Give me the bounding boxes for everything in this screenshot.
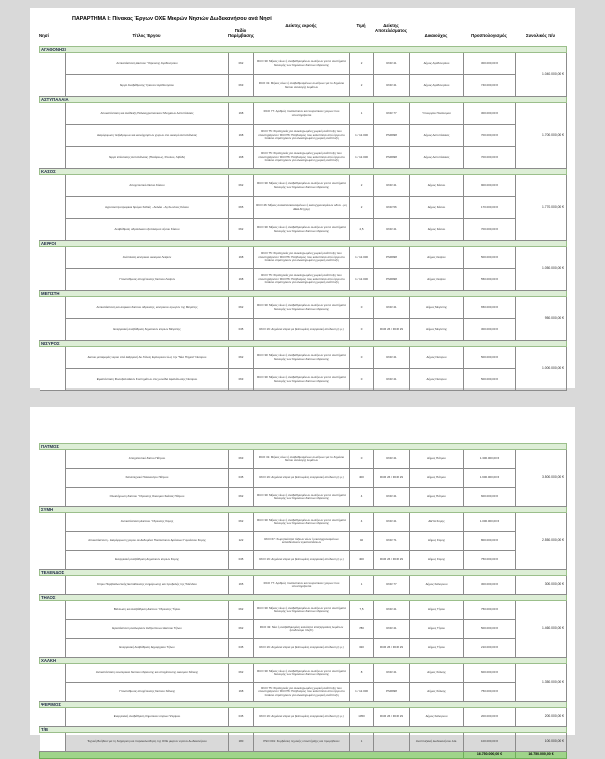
budget-cell: 700.000,00 € [464,147,516,169]
output-indicator-cell: RCO 31: Μήκος νέων ή αναβαθμισμένων σωλήνων για το δημόσιο δίκτυο συλλογής λυμάτων [254,75,350,97]
header-budget: Προϋπολογισμός [471,33,507,38]
output-indicator-cell: RCO 30: Μήκος νέων ή αναβαθμισμένων σωλήνων για τα συστήματα διανομής των δημόσιων δικτύων ύδρευσης [254,297,350,319]
result-indicator-cell: RCR 41 [374,175,410,197]
table-row [40,551,567,570]
beneficiary-cell: Δήμος Κάσου [410,219,464,241]
budget-cell: 300.000,00 € [464,53,516,75]
beneficiary-cell: Δήμος Αστυπάλαιας [410,147,464,169]
header-beneficiary: Δικαιούχος [424,33,448,38]
project-title-cell: Τεχνική Βοήθεια για τη διαχείριση και παρακολούθηση της ΟΧΕ μικρών νησιών Δωδεκανήσου [66,733,229,752]
budget-cell: 300.000,00 € [464,103,516,125]
island-spacer-cell [40,664,66,702]
table-row [40,576,567,595]
table-row [40,450,567,469]
result-indicator-cell: RCR 26 / RCR 29 [374,708,410,727]
intervention-field-cell: 045 [229,319,254,341]
result-indicator-cell: RCR 77 [374,103,410,125]
project-title-cell: Αντικατάσταση εσωτερικού δικτύου ύδρευσης και αποχέτευσης οικισμού Χάλκης [66,664,229,683]
budget-cell: 650.000,00 € [464,297,516,319]
output-indicator-cell: RCO 75: Στρατηγικές για ολοκληρωμένη χωρική ανάπτυξη που υποστηρίζονται / RCO76: Πληθυσμός που καλύπτεται από έργα στο πλαίσιο στρατηγικών για ολοκληρωμένη χωρική ανάπτυξη [254,683,350,702]
intervention-field-cell: 165 [229,576,254,595]
project-title-cell: Δίκτυο μεταφοράς νερού από Δεξαμενή Αυ.Γιάννη Εμπορειών έως την "Νέα Πηγεία" Νισύρου [66,347,229,369]
output-indicator-cell: RCO 30: Μήκος νέων ή αναβαθμισμένων σωλήνων για τα συστήματα διανομής των δημόσιων δικτύων ύδρευσης [254,347,350,369]
table-row [40,175,567,197]
output-indicator-cell: RCO 30: Μήκος νέων ή αναβαθμισμένων σωλήνων για τα συστήματα διανομής των δημόσιων δικτύων ύδρευσης [254,513,350,532]
island-spacer-cell [40,53,66,97]
project-title-cell: Ενεργειακή αναβάθμιση Δημοτικών κτιρίων Σύμης [66,551,229,570]
table-header [39,23,566,45]
indicator-value-cell: 0 [350,347,374,369]
projects-table-page-2 [39,443,567,759]
budget-cell: 700.000,00 € [464,125,516,147]
indicator-value-cell: 400 [350,469,374,488]
result-indicator-cell: RCR 41 [374,53,410,75]
budget-cell: 300.000,00 € [464,576,516,595]
intervention-field-cell: 062 [229,53,254,75]
intervention-field-cell: 062 [229,601,254,620]
project-title-cell: Εγκατάσταση αναλογικών Ανθρώπινων Δικτύου Τήλου [66,620,229,639]
grand-total-filler [40,752,464,759]
project-title-cell: Αποχετευτικό δίκτυο Κάσου [66,175,229,197]
table-row [40,469,567,488]
output-indicator-cell: RCO 31: Μήκος νέων ή αναβαθμισμένων σωλήνων για το δημόσιο δίκτυο συλλογής λυμάτων [254,450,350,469]
island-name: ΤΗΛΟΣ [40,595,567,601]
project-title-cell: Αποχετευτικό δίκτυο Πάτμου [66,450,229,469]
island-total-cell: 1.000.000,00 € [516,347,567,391]
output-indicator-cell: RCO 32: Νέα ή αναβαθμισμένη ικανότητα επεξεργασίας λυμάτων (ισοδύναμο πληθ.) [254,620,350,639]
grand-total-row [40,752,567,759]
intervention-field-cell: 168 [229,125,254,147]
beneficiary-cell: Δήμος Κάσου [410,175,464,197]
island-total-cell: 1.460.000,00 € [516,601,567,658]
project-title-cell: Αντικατάσταση εσωτερικού δικτύου ύδρευσης, κεντρικών αγωγών της Μεγίστης [66,297,229,319]
table-row [40,601,567,620]
header-total: Συνολικός π/υ [526,33,555,38]
output-indicator-cell: RCO 30: Μήκος νέων ή αναβαθμισμένων σωλήνων για τα συστήματα διανομής των δημόσιων δικτύων ύδρευσης [254,601,350,620]
table-row [40,53,567,75]
intervention-field-cell: 062 [229,175,254,197]
beneficiary-cell: Δήμος Καλύμνου [410,576,464,595]
grand-total-sum: 16.750.000,00 € [516,752,567,759]
header-value: Τιμή [356,23,366,28]
beneficiary-cell: Δήμος Χάλκης [410,664,464,683]
result-indicator-cell: RCR 41 [374,488,410,507]
beneficiary-cell: Δήμος Καλύμνου [410,708,464,727]
grand-total-budget: 16.750.000,00 € [464,752,516,759]
budget-cell: 750.000,00 € [464,551,516,570]
header-field: Πεδίο Παρέμβασης [228,28,255,38]
indicator-value-cell: 2 [350,175,374,197]
output-indicator-cell: RCO 77: Αριθμός πολιτιστικών και τουριστικών χώρων που υποστηρίζονται [254,103,350,125]
intervention-field-cell: 063 [229,450,254,469]
intervention-field-cell: 063 [229,75,254,97]
island-spacer-cell [40,247,66,291]
island-spacer-cell [40,347,66,391]
table-row [40,147,567,169]
island-spacer-cell [40,450,66,507]
output-indicator-cell: RCO 77: Αριθμός πολιτιστικών και τουριστικών χώρων που υποστηρίζονται [254,576,350,595]
intervention-field-cell: 062 [229,488,254,507]
project-title-cell: Καλλιτεχνικό Πολύκεντρο Πάτμου [66,469,229,488]
result-indicator-cell: RCR 26 / RCR 29 [374,639,410,658]
header-island: Νησί [39,33,49,38]
budget-cell: 900.000,00 € [464,175,516,197]
result-indicator-cell: PSR998 [374,247,410,269]
indicator-value-cell: 1 [350,103,374,125]
budget-cell: 750.000,00 € [464,683,516,702]
beneficiary-cell: Δήμος Νισύρου [410,369,464,391]
result-indicator-cell: RCR 41 [374,347,410,369]
project-title-cell: Βελτίωση και Αναβάθμιση Δικτύου Ύδρευσης Τήλου [66,601,229,620]
table-row [40,125,567,147]
project-title-cell: Έργα Αναβάθμισης Υγιεινών Αγαθονησίου [66,75,229,97]
intervention-field-cell: 062 [229,347,254,369]
indicator-value-cell: 1 / 12.000 [350,247,374,269]
table-row [40,369,567,391]
table-row [40,269,567,291]
intervention-field-cell: 180 [229,733,254,752]
budget-cell: 700.000,00 € [464,219,516,241]
output-indicator-cell: RCO 75: Στρατηγικές για ολοκληρωμένη χωρική ανάπτυξη που υποστηρίζονται / RCO76: Πληθυσμός που καλύπτεται από έργα στο πλαίσιο στρατηγικών για ολοκληρωμένη χωρική ανάπτυξη [254,247,350,269]
beneficiary-cell: Δήμος Αγαθονησίου [410,75,464,97]
island-name: ΨΕΡΙΜΟΣ [40,702,567,708]
beneficiary-cell: ΔΕΥΑ Σύμης [410,513,464,532]
beneficiary-cell: Αναπτυξιακή Δωδεκανήσου Α.Ε. [410,733,464,752]
island-name: ΤΕΛΕΝΔΟΣ [40,570,567,576]
island-spacer-cell [40,733,66,752]
island-total-cell: 300.000,00 € [516,576,567,595]
project-title-cell: Αγροτοκτηνοτροφικοί δρόμοι Χαδιές - Αυλάκι - Αγ.Κων/νος Κάσου [66,197,229,219]
budget-cell: 800.000,00 € [464,532,516,551]
output-indicator-cell: RCO 75: Στρατηγικές για ολοκληρωμένη χωρική ανάπτυξη που υποστηρίζονται / RCO76: Πληθυσμός που καλύπτεται από έργα στο πλαίσιο στρατηγικών για ολοκληρωμένη χωρική ανάπτυξη [254,269,350,291]
output-indicator-cell: RCO 30: Μήκος νέων ή αναβαθμισμένων σωλήνων για τα συστήματα διανομής των δημόσιων δικτύων ύδρευσης [254,53,350,75]
island-name: ΧΑΛΚΗ [40,658,567,664]
indicator-value-cell: 320 [350,639,374,658]
island-total-cell: 100.000,00 € [516,733,567,752]
budget-cell: 100.000,00 € [464,733,516,752]
result-indicator-cell: RCR 26 / RCR 29 [374,319,410,341]
result-indicator-cell: PSR998 [374,683,410,702]
island-spacer-cell [40,175,66,241]
table-row [40,639,567,658]
output-indicator-cell: RCO 19: Δημόσια κτίρια με βελτιωμένη ενεργειακή απόδοση (τ.μ.) [254,708,350,727]
budget-cell: 210.000,00 € [464,639,516,658]
table-row [40,197,567,219]
header-indicator: Δείκτης εκροής [285,23,317,28]
island-total-cell: 1.770.000,00 € [516,175,567,241]
output-indicator-cell: RCO 67: Χωρητικότητα τάξεων νέων ή εκσυγχρονισμένων εκπαιδευτικών εγκαταστάσεων [254,532,350,551]
project-title-cell: Αντικατάσταση Δικτύου Ύδρευσης Αγαθονησίου [66,53,229,75]
island-total-cell: 1.350.000,00 € [516,664,567,702]
island-name: Τ/Β [40,727,567,733]
budget-cell: 600.000,00 € [464,488,516,507]
result-indicator-cell: RCR 26 / RCR 29 [374,551,410,570]
island-spacer-cell [40,103,66,169]
table-row [40,219,567,241]
intervention-field-cell: 062 [229,664,254,683]
island-name: ΜΕΓΙΣΤΗ [40,291,567,297]
island-name: ΛΕΙΨΟΙ [40,241,567,247]
document-page-1 [30,8,575,388]
table-row [40,347,567,369]
project-title-cell: Υποσταθμούς αποχέτευσης δικτύου Χάλκης [66,683,229,702]
island-total-cell: 2.550.000,00 € [516,513,567,570]
result-indicator-cell: PSR998 [374,269,410,291]
indicator-value-cell: 2 [350,75,374,97]
table-row [40,319,567,341]
intervention-field-cell: 168 [229,683,254,702]
indicator-value-cell: 1 / 12.000 [350,147,374,169]
indicator-value-cell: 4 [350,488,374,507]
indicator-value-cell: 1050 [350,708,374,727]
beneficiary-cell: Δήμος Πάτμου [410,488,464,507]
project-title-cell: Κτίριο Περιβαλλοντικής Εκπαίδευσης ενημέρωσης και προβολής της Τελένδου [66,576,229,595]
output-indicator-cell: RCO 30: Μήκος νέων ή αναβαθμισμένων σωλήνων για τα συστήματα διανομής των δημόσιων δικτύων ύδρευσης [254,175,350,197]
output-indicator-cell: RCO 30: Μήκος νέων ή αναβαθμισμένων σωλήνων για τα συστήματα διανομής των δημόσιων δικτύων ύδρευσης [254,488,350,507]
budget-cell: 740.000,00 € [464,75,516,97]
beneficiary-cell: Δήμος Μεγίστης [410,297,464,319]
indicator-value-cell: 40 [350,532,374,551]
beneficiary-cell: Δήμος Νισύρου [410,347,464,369]
intervention-field-cell: 062 [229,620,254,639]
intervention-field-cell: 065 [229,197,254,219]
beneficiary-cell: Δήμος Αγαθονησίου [410,53,464,75]
table-row [40,247,567,269]
project-title-cell: Αναβάθμιση υδραυλικού εξοπλισμού νήσου Κάσου [66,219,229,241]
result-indicator-cell [374,733,410,752]
budget-cell: 500.000,00 € [464,620,516,639]
project-title-cell: Αποκατάσταση - Διαμόρφωση χώρου σε Δεδομένα Πολιτιστικών Δράσεων Γυμνάσιου Σύμης [66,532,229,551]
table-row [40,664,567,683]
intervention-field-cell: 045 [229,551,254,570]
output-indicator-cell: RCO 46: Μήκος ανακατασκευασμένων ή εκσυγχρονισμένων οδών - μη ΔΕΔ-Μ (χλμ) [254,197,350,219]
project-title-cell: Εγκατάσταση Φωτοβολταϊκών Συστημάτων στις μονάδα Αφαλάτωσης Νισύρου [66,369,229,391]
result-indicator-cell: RCR 41 [374,450,410,469]
intervention-field-cell: 062 [229,297,254,319]
result-indicator-cell: RCR 41 [374,219,410,241]
island-name: ΝΙΣΥΡΟΣ [40,341,567,347]
island-total-cell: 1.040.000,00 € [516,53,567,97]
beneficiary-cell: Δήμος Κάσου [410,197,464,219]
indicator-value-cell: 7,5 [350,601,374,620]
intervention-field-cell: 045 [229,469,254,488]
result-indicator-cell: PSR998 [374,147,410,169]
indicator-value-cell: 400 [350,551,374,570]
beneficiary-cell: Δήμος Τήλου [410,639,464,658]
island-total-cell: 3.500.000,00 € [516,450,567,507]
result-indicator-cell: RCR 41 [374,620,410,639]
indicator-value-cell: 0 [350,319,374,341]
project-title-cell: Ενεργειακή αναβάθμιση δημοτικών κτιρίων Ψερίμου [66,708,229,727]
indicator-value-cell: 1 [350,576,374,595]
output-indicator-cell: RCO 30: Μήκος νέων ή αναβαθμισμένων σωλήνων για τα συστήματα διανομής των δημόσιων δικτύων ύδρευσης [254,664,350,683]
beneficiary-cell: Δήμος Πάτμου [410,450,464,469]
page-title: ΠΑΡΑΡΤΗΜΑ Ι: Πίνακας Έργων ΟΧΕ Μικρών Νησιών Δωδεκανήσου ανά Νησί [72,16,272,22]
project-title-cell: Αποκατάσταση και Ανάδειξη Παλαιοχριστιανικών Μνημείων Αστυπάλαιας [66,103,229,125]
indicator-value-cell: 780 [350,620,374,639]
beneficiary-cell: Δήμος Μεγίστης [410,319,464,341]
island-name: ΑΣΤΥΠΑΛΑΙΑ [40,97,567,103]
island-spacer-cell [40,601,66,658]
project-title-cell: Ολοκλήρωση δικτύου Ύδρευσης Οικισμού Σκάλας Πάτμου [66,488,229,507]
result-indicator-cell: RCR 41 [374,75,410,97]
result-indicator-cell: RCR 41 [374,369,410,391]
result-indicator-cell: RCR 41 [374,297,410,319]
indicator-value-cell: 4 [350,513,374,532]
result-indicator-cell: PSR998 [374,125,410,147]
output-indicator-cell: RCO 19: Δημόσια κτίρια με βελτιωμένη ενεργειακή απόδοση (τ.μ.) [254,319,350,341]
beneficiary-cell: Δήμος Αστυπάλαιας [410,125,464,147]
output-indicator-cell: RCO 30: Μήκος νέων ή αναβαθμισμένων σωλήνων για τα συστήματα διανομής των δημόσιων δικτύων ύδρευσης [254,219,350,241]
budget-cell: 1.300.000,00 € [464,450,516,469]
output-indicator-cell: RCO 75: Στρατηγικές για ολοκληρωμένη χωρική ανάπτυξη που υποστηρίζονται / RCO76: Πληθυσμός που καλύπτεται από έργα στο πλαίσιο στρατηγικών για ολοκληρωμένη χωρική ανάπτυξη [254,147,350,169]
header-project: Τίτλος Έργου [132,33,161,38]
budget-cell: 1.000.000,00 € [464,513,516,532]
indicator-value-cell: 0 [350,297,374,319]
indicator-value-cell: 1 / 12.000 [350,269,374,291]
island-name: ΑΓΑΘΟΝΗΣΙ [40,47,567,53]
intervention-field-cell: 168 [229,247,254,269]
indicator-value-cell: 2,5 [350,219,374,241]
table-row [40,532,567,551]
project-title-cell: Αντικατάσταση Δικτύου Ύδρευσης Σύμης [66,513,229,532]
table-row [40,297,567,319]
island-total-cell: 1.700.000,00 € [516,103,567,169]
intervention-field-cell: 045 [229,639,254,658]
result-indicator-cell: RCR 41 [374,601,410,620]
header-result: Δείκτης Αποτελέσματος [375,23,407,33]
island-spacer-cell [40,297,66,341]
project-title-cell: Ενεργειακή αναβάθμιση δημοτικών κτιρίων Μεγίστης [66,319,229,341]
project-title-cell: Διαμόρφωση πεζόδρομων και κοινόχρηστων χώρων στο οικισμό Αστυπάλαιας [66,125,229,147]
table-row [40,488,567,507]
beneficiary-cell: Δήμος Χάλκης [410,683,464,702]
island-spacer-cell [40,708,66,727]
indicator-value-cell: 2 [350,197,374,219]
table-row [40,620,567,639]
output-indicator-cell: RCO 30: Μήκος νέων ή αναβαθμισμένων σωλήνων για τα συστήματα διανομής των δημόσιων δικτύων ύδρευσης [254,369,350,391]
project-title-cell: Υποσταθμούς αποχέτευσης δικτύου Λειψών [66,269,229,291]
beneficiary-cell: Δήμος Τήλου [410,601,464,620]
intervention-field-cell: 168 [229,147,254,169]
indicator-value-cell: 0 [350,450,374,469]
budget-cell: 500.000,00 € [464,347,516,369]
project-title-cell: Έργα επέκτασης Αστυπάλαιας (Πυλάρεως, Ρουλου, Λιβάδι) [66,147,229,169]
island-name: ΚΑΣΟΣ [40,169,567,175]
budget-cell: 1.600.000,00 € [464,469,516,488]
intervention-field-cell: 168 [229,103,254,125]
result-indicator-cell: RCR 56 [374,197,410,219]
island-name: ΣΥΜΗ [40,507,567,513]
island-total-cell: 200.000,00 € [516,708,567,727]
document-page-2 [30,407,575,757]
intervention-field-cell: 063 [229,369,254,391]
indicator-value-cell: 8 [350,664,374,683]
output-indicator-cell: RCO 19: Δημόσια κτίρια με βελτιωμένη ενεργειακή απόδοση (τ.μ.) [254,551,350,570]
budget-cell: 500.000,00 € [464,247,516,269]
output-indicator-cell: PSO 001: Συμβάσεις τεχνικής υποστήριξης και προμηθειών [254,733,350,752]
result-indicator-cell: RCR 77 [374,576,410,595]
beneficiary-cell: Υπουργείο Πολιτισμού [410,103,464,125]
indicator-value-cell: 0 [350,369,374,391]
table-row [40,733,567,752]
island-total-cell: 950.000,00 € [516,297,567,341]
budget-cell: 600.000,00 € [464,664,516,683]
indicator-value-cell: 1 [350,733,374,752]
beneficiary-cell: Δήμος Λειψών [410,269,464,291]
beneficiary-cell: Δήμος Τήλου [410,620,464,639]
beneficiary-cell: Δήμος Πάτμου [410,469,464,488]
intervention-field-cell: 168 [229,269,254,291]
table-row [40,513,567,532]
indicator-value-cell: 2 [350,53,374,75]
intervention-field-cell: 045 [229,708,254,727]
indicator-value-cell: 1 / 12.000 [350,125,374,147]
budget-cell: 750.000,00 € [464,601,516,620]
island-spacer-cell [40,576,66,595]
output-indicator-cell: RCO 19: Δημόσια κτίρια με βελτιωμένη ενεργειακή απόδοση (τ.μ.) [254,639,350,658]
table-row [40,708,567,727]
projects-table-page-1 [39,46,567,391]
island-name: ΠΑΤΜΟΣ [40,444,567,450]
beneficiary-cell: Δήμος Σύμης [410,551,464,570]
intervention-field-cell: 062 [229,219,254,241]
result-indicator-cell: RCR 41 [374,513,410,532]
indicator-value-cell: 1 / 12.000 [350,683,374,702]
output-indicator-cell: RCO 75: Στρατηγικές για ολοκληρωμένη χωρική ανάπτυξη που υποστηρίζονται / RCO76: Πληθυσμός που καλύπτεται από έργα στο πλαίσιο στρατηγικών για ολοκληρωμένη χωρική ανάπτυξη [254,125,350,147]
island-spacer-cell [40,513,66,570]
beneficiary-cell: Δήμος Λειψών [410,247,464,269]
budget-cell: 500.000,00 € [464,369,516,391]
result-indicator-cell: RCR 71 [374,532,410,551]
result-indicator-cell: RCR 26 / RCR 29 [374,469,410,488]
budget-cell: 300.000,00 € [464,319,516,341]
budget-cell: 170.000,00 € [464,197,516,219]
budget-cell: 200.000,00 € [464,708,516,727]
table-row [40,103,567,125]
output-indicator-cell: RCO 19: Δημόσια κτίρια με βελτιωμένη ενεργειακή απόδοση (τ.μ.) [254,469,350,488]
beneficiary-cell: Δήμος Σύμης [410,532,464,551]
intervention-field-cell: 062 [229,513,254,532]
table-row [40,683,567,702]
budget-cell: 550.000,00 € [464,269,516,291]
intervention-field-cell: 122 [229,532,254,551]
island-total-cell: 1.050.000,00 € [516,247,567,291]
result-indicator-cell: RCR 41 [374,664,410,683]
project-title-cell: Ανάπλαση κεντρικού οικισμού Λειψών [66,247,229,269]
project-title-cell: Ενεργειακή Αναβάθμιση Δημαρχείου Τήλου [66,639,229,658]
table-row [40,75,567,97]
